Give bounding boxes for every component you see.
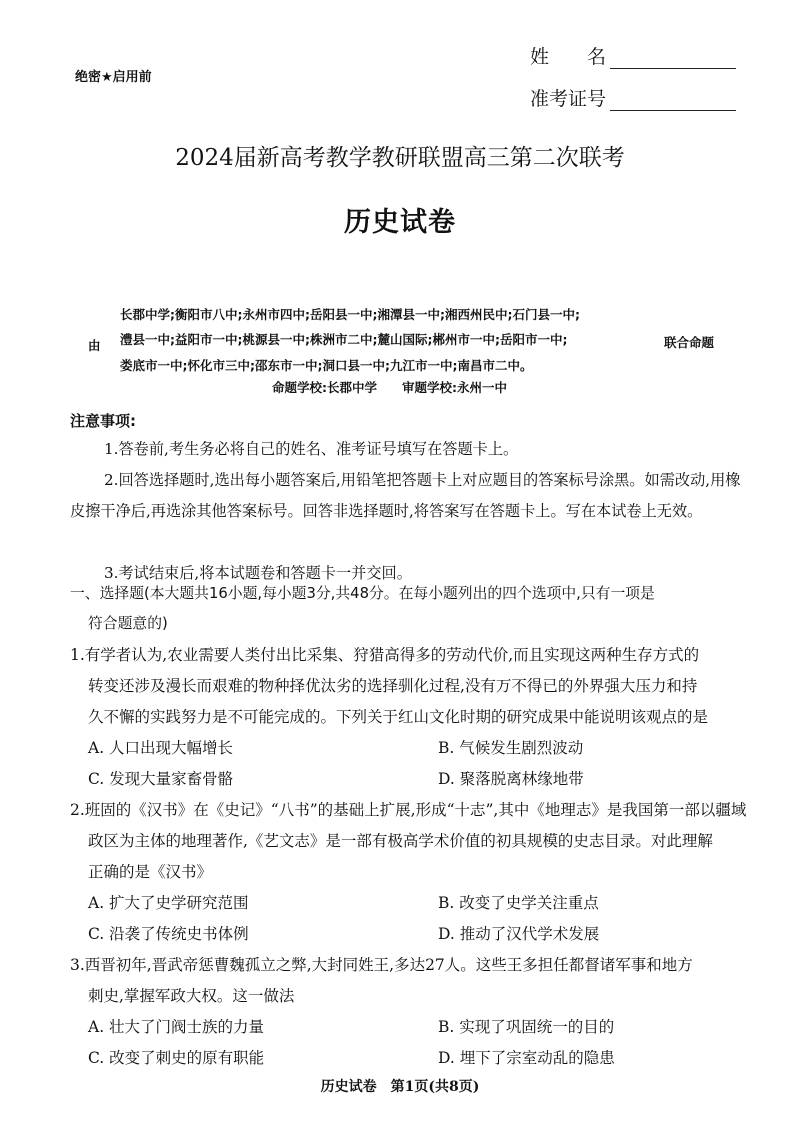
question-1-option-a: A. 人口出现大幅增长 — [88, 739, 234, 757]
note-item-2: 2.回答选择题时,选出每小题答案后,用铅笔把答题卡上对应题目的答案标号涂黑。如需改动,用橡皮擦干净后,再选涂其他答案标号。回答非选择题时,将答案写在答题卡上。写在本试卷上无效。 — [70, 471, 741, 520]
question-3-option-c: C. 改变了刺史的原有职能 — [88, 1049, 265, 1067]
question-1-option-d: D. 聚落脱离林缘地带 — [438, 770, 584, 788]
question-3-option-d: D. 埋下了宗室动乱的隐患 — [438, 1049, 615, 1067]
exam-id-field — [530, 84, 736, 111]
setter-schools: 命题学校:长郡中学 审题学校:永州一中 — [272, 380, 507, 395]
exam-title: 2024届新高考教学教研联盟高三第二次联考 — [175, 145, 625, 171]
question-2-option-d: D. 推动了汉代学术发展 — [438, 925, 600, 943]
exam-id-line — [610, 92, 736, 111]
question-2-option-a: A. 扩大了史学研究范围 — [88, 894, 249, 912]
question-1-option-b: B. 气候发生剧烈波动 — [438, 739, 584, 757]
schools-line-1: 长郡中学;衡阳市八中;永州市四中;岳阳县一中;湘潭县一中;湘西州民中;石门县一中; — [120, 307, 580, 322]
question-1-option-c: C. 发现大量家畜骨骼 — [88, 770, 234, 788]
question-2-line-1: 2.班固的《汉书》在《史记》“八书”的基础上扩展,形成“十志”,其中《地理志》是我国第一部以疆域 — [70, 801, 747, 819]
schools-line-3: 娄底市一中;怀化市三中;邵东市一中;洞口县一中;九江市一中;南昌市二中。 — [120, 358, 533, 373]
question-1-line-3: 久不懈的实践努力是不可能完成的。下列关于红山文化时期的研究成果中能说明该观点的是 — [88, 708, 709, 726]
question-2-option-b: B. 改变了史学关注重点 — [438, 894, 599, 912]
section-heading-1: 一、选择题(本大题共16小题,每小题3分,共48分。在每小题列出的四个选项中,只有一项是 — [70, 585, 655, 602]
question-2-line-3: 正确的是《汉书》 — [88, 863, 213, 881]
exam-id-label: 准考证号 — [530, 88, 607, 110]
question-3-line-1: 3.西晋初年,晋武帝惩曹魏孤立之弊,大封同姓王,多达27人。这些王多担任都督诸军事和地方 — [70, 956, 693, 974]
name-label: 姓 名 — [530, 46, 607, 68]
confidential-mark: 绝密★启用前 — [75, 70, 152, 85]
question-1-line-2: 转变还涉及漫长而艰难的物种择优汰劣的选择驯化过程,没有万不得已的外界强大压力和持 — [88, 677, 698, 695]
note-item-1: 1.答卷前,考生务必将自己的姓名、准考证号填写在答题卡上。 — [104, 440, 519, 458]
name-line — [610, 50, 736, 69]
note-item-3: 3.考试结束后,将本试题卷和答题卡一并交回。 — [104, 564, 412, 582]
page-footer: 历史试卷 第1页(共8页) — [320, 1079, 480, 1095]
question-3-line-2: 刺史,掌握军政大权。这一做法 — [88, 987, 295, 1005]
notes-heading: 注意事项: — [70, 412, 136, 430]
question-3-option-b: B. 实现了巩固统一的目的 — [438, 1018, 615, 1036]
schools-line-2: 澧县一中;益阳市一中;桃源县一中;株洲市二中;麓山国际;郴州市一中;岳阳市一中; — [120, 332, 568, 347]
question-2-line-2: 政区为主体的地理著作,《艺文志》是一部有极高学术价值的初具规模的史志目录。对此理解 — [88, 832, 713, 850]
question-2-option-c: C. 沿袭了传统史书体例 — [88, 925, 249, 943]
subject-title: 历史试卷 — [344, 207, 456, 238]
question-3-option-a: A. 壮大了门阀士族的力量 — [88, 1018, 265, 1036]
name-field — [530, 42, 736, 69]
section-heading-2: 符合题意的) — [88, 615, 168, 632]
schools-prefix: 由 — [88, 338, 101, 353]
schools-suffix: 联合命题 — [664, 335, 715, 350]
question-1-line-1: 1.有学者认为,农业需要人类付出比采集、狩猎高得多的劳动代价,而且实现这两种生存方式的 — [70, 646, 700, 664]
